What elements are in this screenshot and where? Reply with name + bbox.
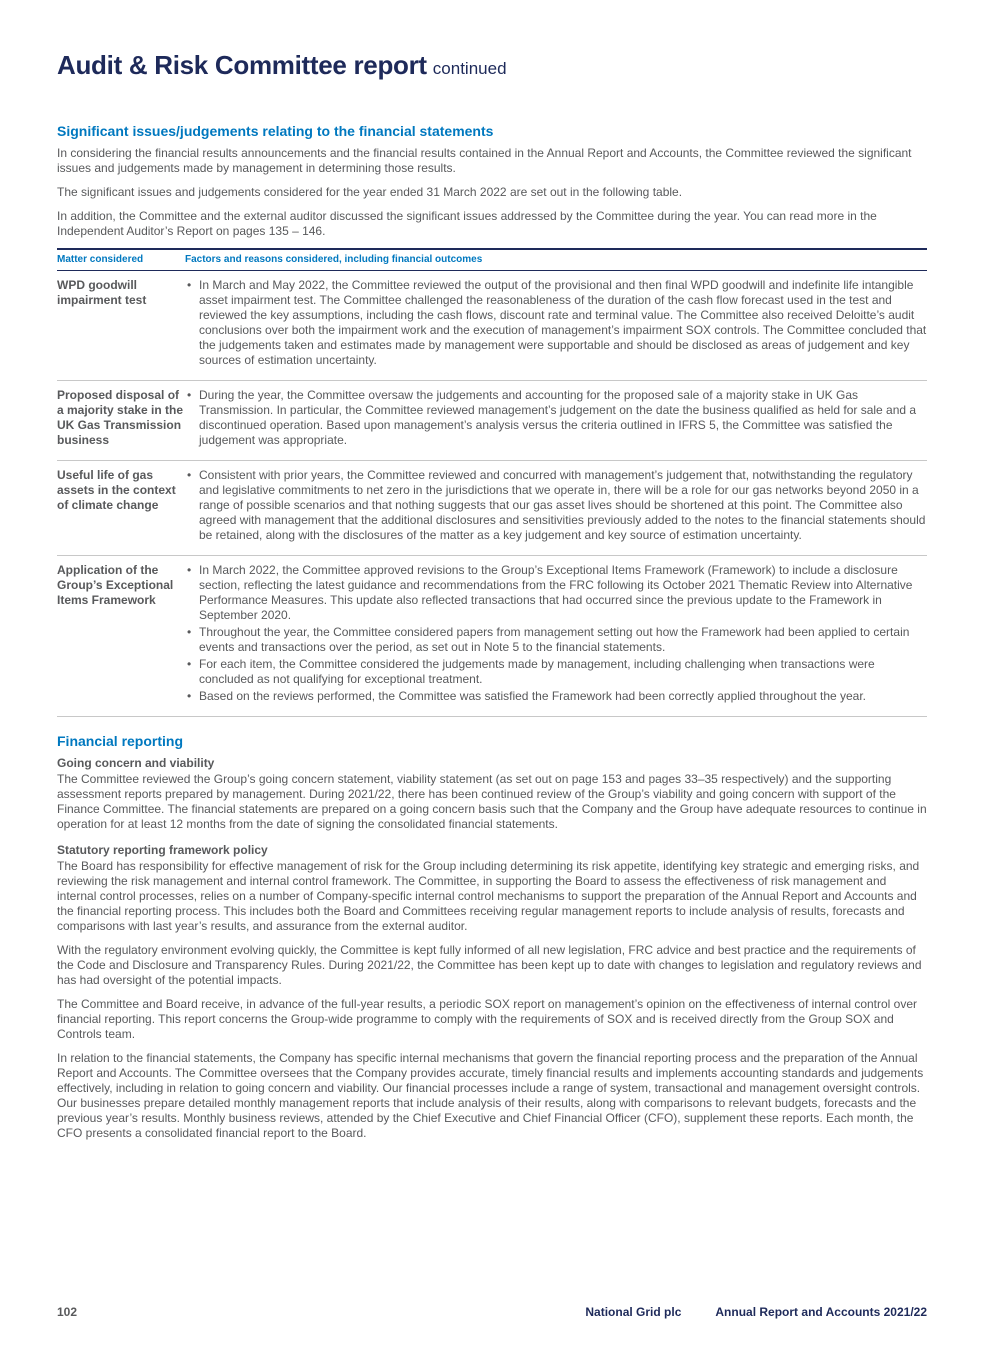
matter-cell: WPD goodwill impairment test bbox=[57, 271, 185, 381]
paragraph: In relation to the financial statements, the Company has specific internal mechanisms that govern the financial reporting process and the preparation of the Annual Report and Accounts. The Committee oversees that the Company provides accurate, timely financial results and implements accounting standards and judgements effectively, including in relation to going concern and viability. Our financial processes include a range of system, transactional and management oversight controls. Our businesses prepare detailed monthly management reports that include analysis of their results, along with comparisons to relevant budgets, forecasts and the previous year’s results. Monthly business reviews, attended by the Chief Executive and Chief Financial Officer (CFO), supplement these reports. Each month, the CFO presents a consolidated financial report to the Board. bbox=[57, 1051, 924, 1140]
continued-label: continued bbox=[432, 59, 507, 78]
table-body bbox=[57, 271, 927, 717]
page-footer bbox=[57, 1305, 927, 1319]
factors-cell bbox=[185, 461, 927, 556]
factors-cell bbox=[185, 381, 927, 461]
matter-cell: Proposed disposal of a majority stake in the UK Gas Transmission business bbox=[57, 381, 185, 461]
bullet-list bbox=[185, 388, 927, 448]
table-header-row bbox=[57, 249, 927, 271]
factors-cell bbox=[185, 556, 927, 717]
table-row bbox=[57, 381, 927, 461]
footer-report-title: Annual Report and Accounts 2021/22 bbox=[715, 1305, 927, 1319]
paragraph: In considering the financial results announcements and the financial results contained in the Annual Report and Accounts, the Committee reviewed the significant issues and judgements made by management in determining those results. bbox=[57, 146, 912, 175]
bullet-item: • Based on the reviews performed, the Committee was satisfied the Framework had been correctly applied throughout the year. bbox=[185, 689, 927, 704]
paragraph: The Board has responsibility for effective management of risk for the Group including determining its risk appetite, identifying key strategic and emerging risks, and reviewing the risk management and internal control framework. The Committee, in supporting the Board to assess the effectiveness of risk management and internal control processes, relies on a number of Company-specific internal control mechanisms to support the preparation of the Annual Report and Accounts and the financial reporting process. This includes both the Board and Committees receiving regular management reports to include analysis of results, forecasts and comparisons with last year’s results, and assurance from the external auditor. bbox=[57, 859, 920, 933]
bullet-item: • In March 2022, the Committee approved revisions to the Group’s Exceptional Items Framework (Framework) to include a disclosure section, reflecting the latest guidance and recommendations from the FRC following its October 2021 Thematic Review into Alternative Performance Measures. This update also reflected transactions that had occurred since the previous update to the Framework in September 2020. bbox=[185, 563, 927, 623]
section-heading-financial-reporting: Financial reporting bbox=[57, 733, 184, 749]
column-header-factors: Factors and reasons considered, including financial outcomes bbox=[185, 249, 927, 271]
page-title bbox=[57, 50, 927, 81]
significant-issues-table bbox=[57, 248, 927, 717]
table-header bbox=[57, 249, 927, 271]
intro-paragraphs bbox=[57, 146, 927, 239]
paragraph: With the regulatory environment evolving quickly, the Committee is kept fully informed of all new legislation, FRC advice and best practice and the requirements of the Code and Disclosure and Transparency Rules. During 2021/22, the Committee has been kept up to date with changes to legislation and regulatory reviews and has had oversight of the potential impacts. bbox=[57, 943, 922, 987]
bullet-list bbox=[185, 468, 927, 543]
page-number: 102 bbox=[57, 1305, 78, 1319]
footer-right bbox=[585, 1305, 927, 1319]
section-heading-significant-issues: Significant issues/judgements relating to the financial statements bbox=[57, 123, 494, 139]
subsection-heading: Statutory reporting framework policy bbox=[57, 843, 268, 857]
subsection-heading: Going concern and viability bbox=[57, 756, 215, 770]
bullet-list bbox=[185, 278, 927, 368]
paragraph: The significant issues and judgements considered for the year ended 31 March 2022 are set out in the following table. bbox=[57, 185, 683, 199]
matter-cell: Application of the Group’s Exceptional Items Framework bbox=[57, 556, 185, 717]
matter-cell: Useful life of gas assets in the context of climate change bbox=[57, 461, 185, 556]
financial-reporting-subsections bbox=[57, 756, 927, 1141]
bullet-list bbox=[185, 563, 927, 704]
paragraph: The Committee reviewed the Group’s going concern statement, viability statement (as set out on page 153 and pages 33–35 respectively) and the supporting assessment reports prepared by management. During 2021/22, there has been continued review of the Group’s viability and going concern with support of the Finance Committee. The financial statements are prepared on a going concern basis such that the Company and the Group have adequate resources to continue in operation for at least 12 months from the date of signing the consolidated financial statements. bbox=[57, 772, 927, 831]
table-row bbox=[57, 461, 927, 556]
paragraph: The Committee and Board receive, in advance of the full-year results, a periodic SOX report on management’s opinion on the effectiveness of internal control over financial reporting. This report concerns the Group-wide programme to comply with the requirements of SOX and is received directly from the Group SOX and Controls team. bbox=[57, 997, 918, 1041]
bullet-item: • During the year, the Committee oversaw the judgements and accounting for the proposed sale of a majority stake in UK Gas Transmission. In particular, the Committee reviewed management’s judgement on the date the business qualified as held for sale and a discontinued operation. Based upon management’s analysis versus the criteria outlined in IFRS 5, the Committee was satisfied the judgement was appropriate. bbox=[185, 388, 927, 448]
column-header-matter: Matter considered bbox=[57, 249, 185, 271]
bullet-item: • Throughout the year, the Committee considered papers from management setting out how the Framework had been applied to certain events and transactions over the period, as set out in Note 5 to the financial statements. bbox=[185, 625, 927, 655]
bullet-item: • In March and May 2022, the Committee reviewed the output of the provisional and then final WPD goodwill and indefinite life intangible asset impairment test. The Committee challenged the reasonableness of the duration of the cash flow forecast used in the test and reviewed the key assumptions, including the cash flows, discount rate and terminal value. The Committee also received Deloitte’s audit conclusions over both the impairment work and the execution of management’s impairment SOX controls. The Committee concluded that the judgements taken and estimates made by management were supportable and should be disclosed as areas of judgement and key sources of estimation uncertainty. bbox=[185, 278, 927, 368]
factors-cell bbox=[185, 271, 927, 381]
paragraph: In addition, the Committee and the external auditor discussed the significant issues addressed by the Committee during the year. You can read more in the Independent Auditor’s Report on pages 135 – 146. bbox=[57, 209, 877, 238]
table-row bbox=[57, 556, 927, 717]
footer-company-name: National Grid plc bbox=[585, 1305, 682, 1319]
financial-reporting-section bbox=[57, 733, 927, 1141]
bullet-item: • Consistent with prior years, the Committee reviewed and concurred with management’s judgement that, notwithstanding the regulatory and legislative commitments to net zero in the jurisdictions that we operate in, there will be a role for our gas networks beyond 2050 in a range of possible scenarios and that nothing suggests that our gas asset lives should be shortened at this point. The Committee also agreed with management that the additional disclosures and sensitivities previously added to the notes to the financial statements should be retained, along with the disclosures of the matter as a key judgement and key source of estimation uncertainty. bbox=[185, 468, 927, 543]
bullet-item: • For each item, the Committee considered the judgements made by management, including challenging when transactions were concluded as not qualifying for exceptional treatment. bbox=[185, 657, 927, 687]
page-title-text: Audit & Risk Committee report bbox=[57, 50, 427, 80]
significant-issues-section bbox=[57, 123, 927, 717]
table-row bbox=[57, 271, 927, 381]
